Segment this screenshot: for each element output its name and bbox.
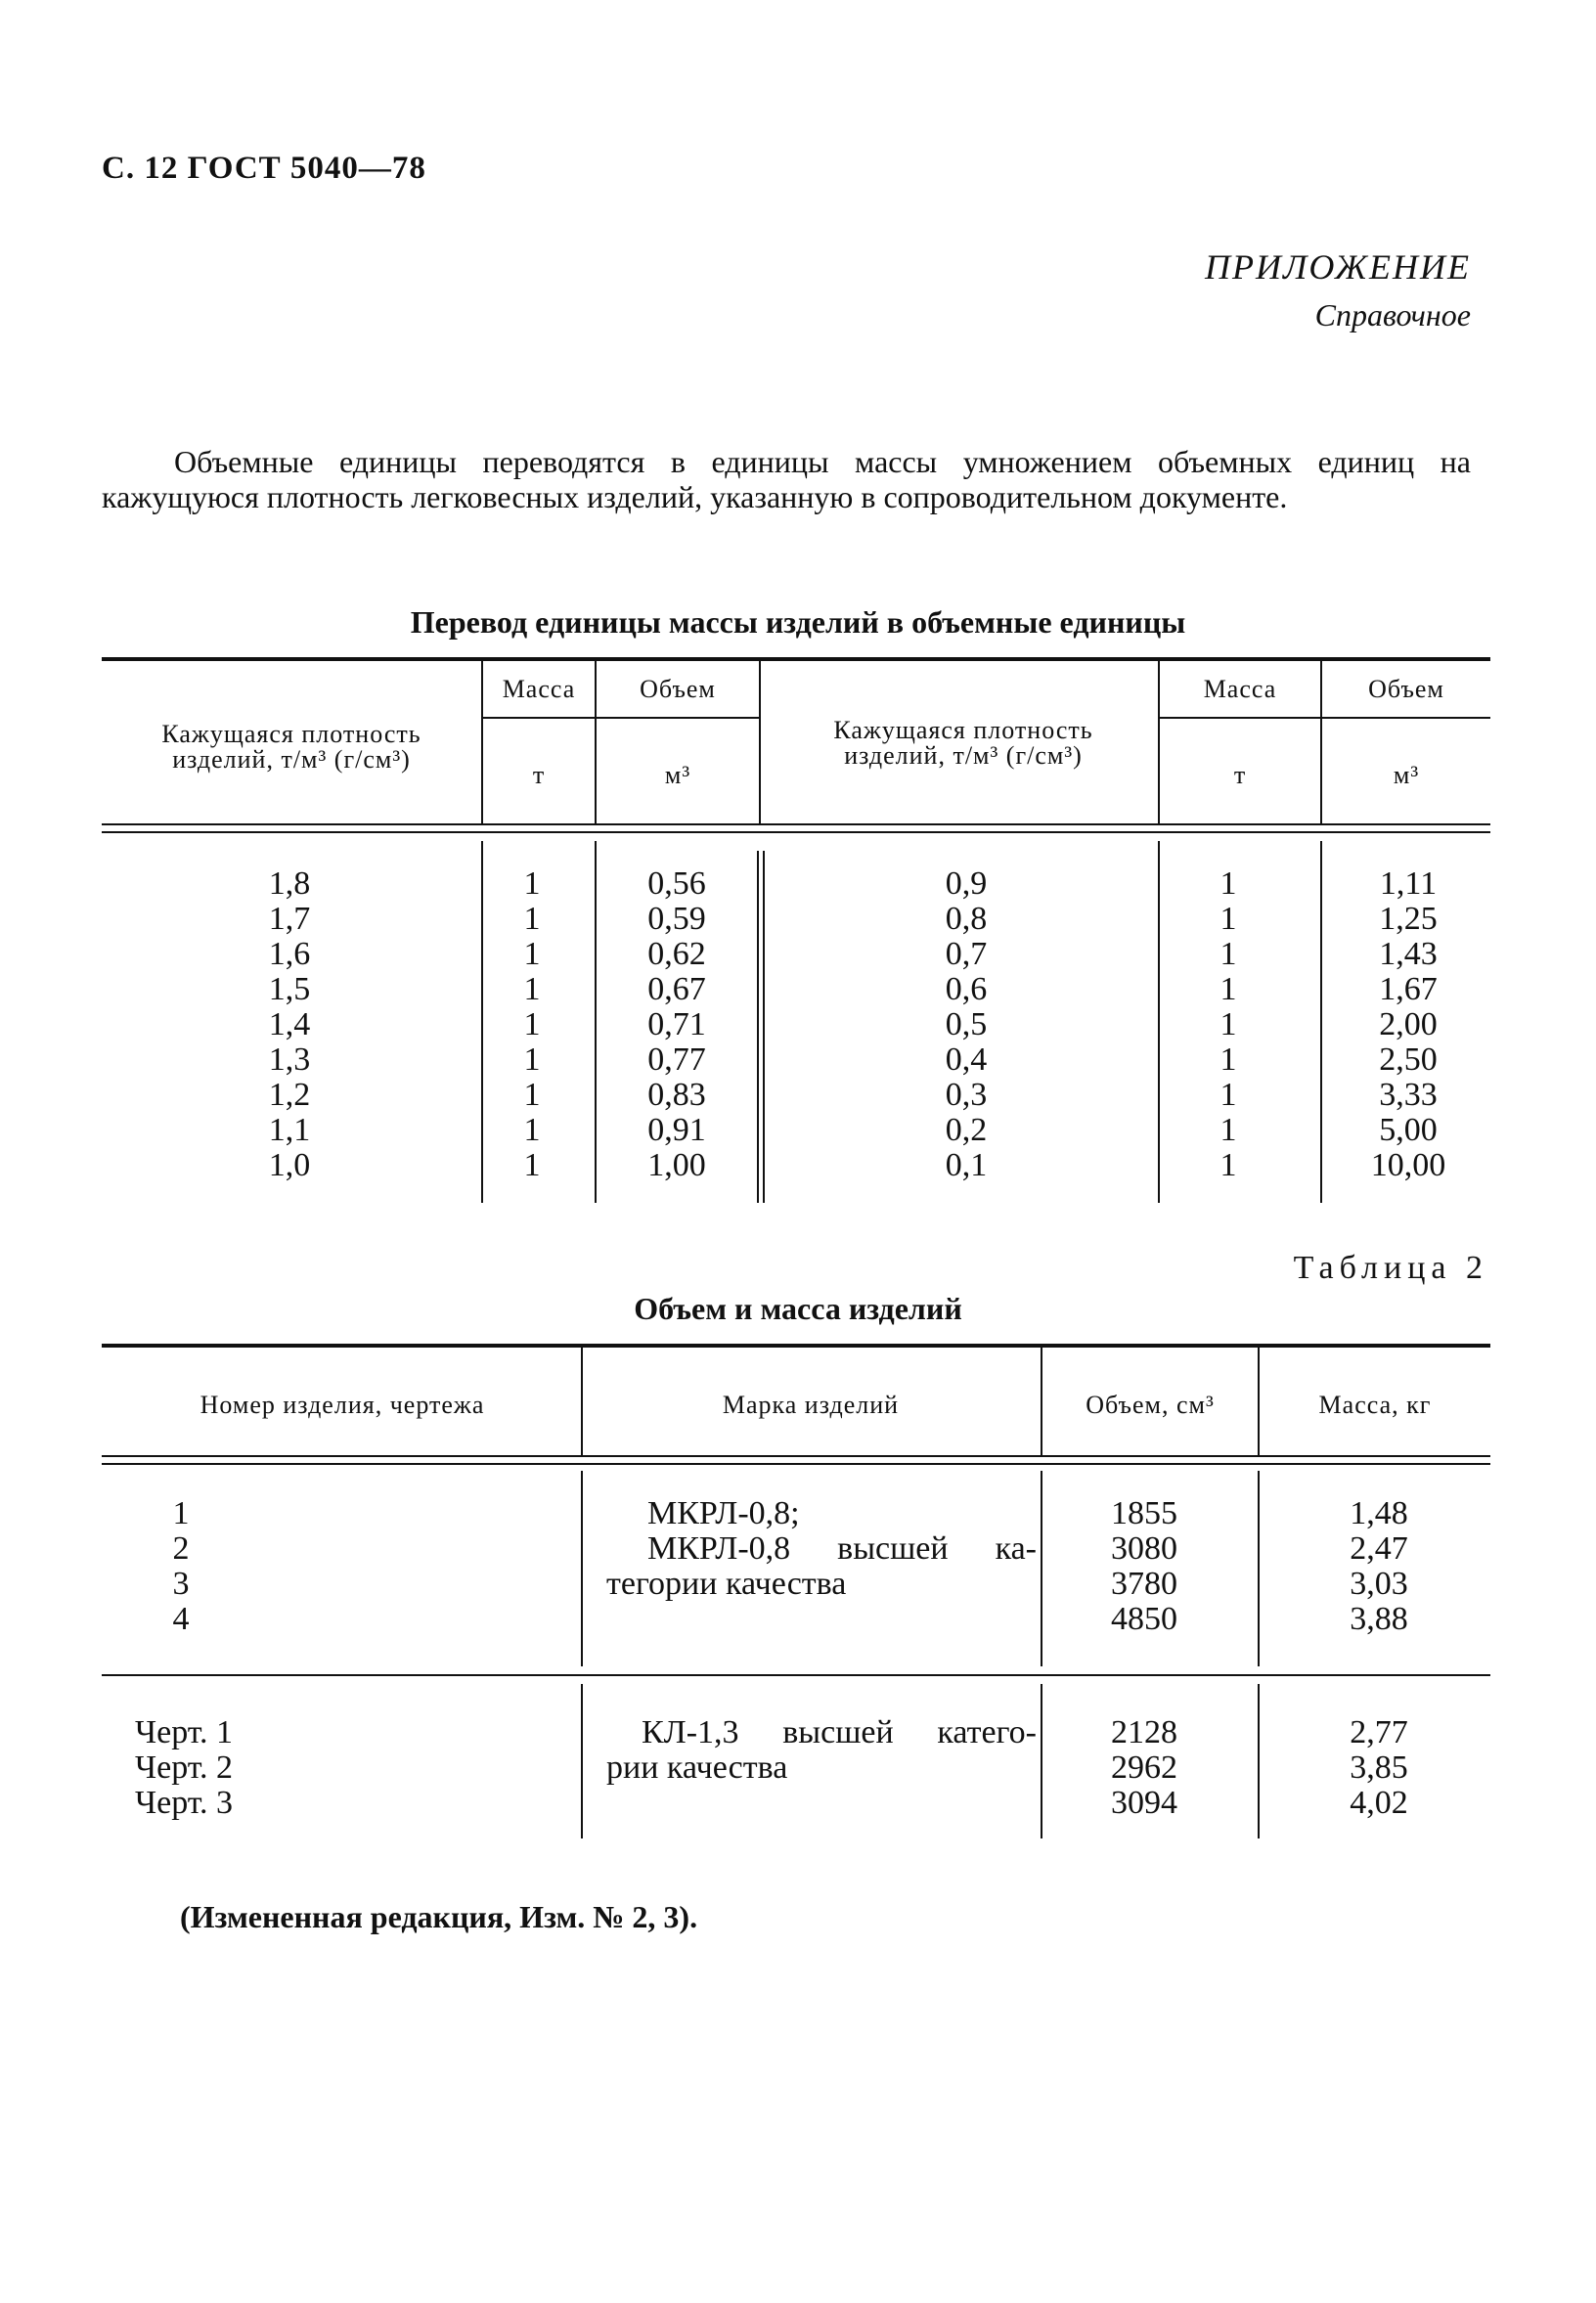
table2-g2-masses	[1310, 1715, 1447, 1821]
table2-g1-numbers-cell: 1	[172, 1495, 190, 1531]
table2-g2-volumes-cell: 2128	[1111, 1714, 1177, 1750]
table2-g1-numbers-cell: 4	[172, 1601, 190, 1637]
table2-g1-volumes-cell: 1855	[1111, 1495, 1177, 1531]
table1-col-mass-left-cell: 1	[523, 936, 541, 972]
table2-vline-g1c	[1258, 1471, 1260, 1666]
table1-header-density-right: Кажущаяся плотность изделий, т/м³ (г/см³)	[833, 716, 1093, 770]
table2-g2-masses-cell: 4,02	[1350, 1785, 1408, 1821]
table1-col-density-left-cell: 1,6	[268, 936, 311, 972]
table1-col-mass-right-cell: 1	[1219, 1006, 1237, 1042]
table2-g1-brand	[606, 1496, 1037, 1602]
table1-col-density-right-cell: 0,7	[945, 936, 988, 972]
table2-g1-masses-cell: 3,03	[1350, 1566, 1408, 1602]
table1-header-volume-unit-left: м³	[664, 761, 691, 789]
table2-vline-g2b	[1041, 1684, 1042, 1838]
intro-paragraph	[102, 444, 1471, 514]
table1-col-mass-left-cell: 1	[523, 971, 541, 1007]
table1-col-density-right-cell: 0,4	[945, 1041, 988, 1078]
table1-title: Перевод единицы массы изделий в объемные единицы	[410, 604, 1186, 640]
table1-col-density-right-cell: 0,9	[945, 865, 988, 902]
table1-col-volume-left-cell: 0,67	[647, 971, 706, 1007]
table1-col-volume-left-cell: 0,56	[647, 865, 706, 902]
table1-col-volume-left-cell: 0,77	[647, 1041, 706, 1078]
table2-g2-volumes-cell: 3094	[1111, 1785, 1177, 1821]
table2-header-brand: Марка изделий	[722, 1391, 900, 1419]
table1-col-mass-left-cell: 1	[523, 901, 541, 937]
table1-col-density-right-cell: 0,2	[945, 1112, 988, 1148]
table1-col-volume-right-cell: 5,00	[1379, 1112, 1438, 1148]
table1-col-volume-left-cell: 0,59	[647, 901, 706, 937]
table2-g1-numbers	[147, 1496, 215, 1637]
table1-col-density-right-cell: 0,6	[945, 971, 988, 1007]
table1-col-mass-right-cell: 1	[1219, 901, 1237, 937]
table1-col-volume-left-cell: 0,83	[647, 1077, 706, 1113]
table2-g2-brand-line: рии качества	[606, 1749, 788, 1786]
table1-col-volume-right-cell: 1,67	[1379, 971, 1438, 1007]
table2-group-rule	[102, 1674, 1490, 1676]
table2-g1-numbers-cell: 3	[172, 1566, 190, 1602]
table1-col-density-left-cell: 1,3	[268, 1041, 311, 1078]
table1-col-mass-left-cell: 1	[523, 1147, 541, 1183]
table1-vline-b3a	[757, 851, 759, 1203]
table1-vline-b2	[595, 841, 597, 1203]
table1-col-mass-right-cell: 1	[1219, 1077, 1237, 1113]
table1-col-mass-right-cell: 1	[1219, 1112, 1237, 1148]
intro-text: Объемные единицы переводятся в единицы массы умножением объемных единиц на кажущуюся плотность легковесных изделий, указанную в сопроводительном документе.	[102, 444, 1471, 514]
table1-col-density-left	[192, 866, 387, 1183]
table2-g2-masses-cell: 2,77	[1350, 1714, 1408, 1750]
table2-g1-masses	[1310, 1496, 1447, 1637]
table1-col-mass-right-cell: 1	[1219, 971, 1237, 1007]
table2-g1-brand-line: тегории качества	[606, 1566, 847, 1602]
table1-col-volume-left-cell: 0,91	[647, 1112, 706, 1148]
table1-col-volume-right-cell: 2,50	[1379, 1041, 1438, 1078]
table1-col-volume-left-cell: 1,00	[647, 1147, 706, 1183]
page-header: С. 12 ГОСТ 5040—78	[102, 151, 426, 186]
table1-col-volume-right-cell: 3,33	[1379, 1077, 1438, 1113]
table2-vline-g2c	[1258, 1684, 1260, 1838]
table1-col-volume-left	[606, 866, 747, 1183]
table1-col-volume-left-cell: 0,71	[647, 1006, 706, 1042]
table2-g2-volumes-cell: 2962	[1111, 1749, 1177, 1786]
table2-g2-brand-line: КЛ-1,3 высшей катего-	[642, 1714, 1037, 1750]
table1-header-volume-unit-right: м³	[1393, 761, 1420, 789]
table2-header-rule-1	[102, 1455, 1490, 1457]
table1-col-density-left-cell: 1,8	[268, 865, 311, 902]
table1-col-volume-right-cell: 1,43	[1379, 936, 1438, 972]
table2-header-number: Номер изделия, чертежа	[200, 1391, 485, 1419]
table2-top-rule	[102, 1344, 1490, 1348]
table1-header-rule-2	[102, 831, 1490, 833]
table1-col-volume-left-cell: 0,62	[647, 936, 706, 972]
table1-col-mass-left-cell: 1	[523, 1006, 541, 1042]
table1-header-rule-1	[102, 823, 1490, 825]
table2-g2-brand	[606, 1715, 1037, 1786]
table2-g1-brand-line: МКРЛ-0,8 высшей ка-	[647, 1530, 1037, 1567]
table2-g1-masses-cell: 2,47	[1350, 1530, 1408, 1567]
table2-g1-volumes-cell: 3780	[1111, 1566, 1177, 1602]
table2-g1-volumes	[1076, 1496, 1213, 1637]
table1-col-density-left-cell: 1,2	[268, 1077, 311, 1113]
table1-header-volume-right: Объем	[1368, 675, 1444, 703]
table1-col-mass-left-cell: 1	[523, 1077, 541, 1113]
table2-vline-g1a	[581, 1471, 583, 1666]
table1-col-density-right-cell: 0,1	[945, 1147, 988, 1183]
table2-vline-g1b	[1041, 1471, 1042, 1666]
table2-g2-numbers-cell: Черт. 3	[135, 1785, 234, 1821]
table1-col-density-right-cell: 0,3	[945, 1077, 988, 1113]
table1-col-volume-right-cell: 1,11	[1379, 865, 1438, 902]
table1-col-volume-right-cell: 10,00	[1370, 1147, 1446, 1183]
table1-col-density-left-cell: 1,5	[268, 971, 311, 1007]
table2-title: Объем и масса изделий	[634, 1291, 962, 1326]
table2-g1-masses-cell: 1,48	[1350, 1495, 1408, 1531]
table1-col-mass-right	[1160, 866, 1297, 1183]
table2-g1-volumes-cell: 4850	[1111, 1601, 1177, 1637]
table2-g2-numbers-cell: Черт. 2	[135, 1749, 234, 1786]
table2-header-mass: Масса, кг	[1318, 1391, 1432, 1419]
table1-header-mass-unit-left: т	[532, 761, 546, 789]
table1-subheader-rule-right	[1160, 717, 1490, 719]
table2-g2-numbers	[135, 1715, 331, 1821]
table1-col-volume-right-cell: 1,25	[1379, 901, 1438, 937]
table1-col-mass-right-cell: 1	[1219, 1041, 1237, 1078]
table1-col-density-left-cell: 1,1	[268, 1112, 311, 1148]
appendix-title: ПРИЛОЖЕНИЕ	[1205, 247, 1471, 287]
table1-col-density-left-cell: 1,4	[268, 1006, 311, 1042]
table1-col-mass-left	[483, 866, 581, 1183]
table1-col-density-right	[868, 866, 1064, 1183]
table2-g1-numbers-cell: 2	[172, 1530, 190, 1567]
table2-g2-masses-cell: 3,85	[1350, 1749, 1408, 1786]
appendix-subtitle: Справочное	[1314, 297, 1471, 332]
table2-vline-g2a	[581, 1684, 583, 1838]
table1-header-mass-right: Масса	[1203, 675, 1277, 703]
table2-g2-volumes	[1076, 1715, 1213, 1821]
table1-col-volume-right-cell: 2,00	[1379, 1006, 1438, 1042]
table2-label: Таблица 2	[1293, 1250, 1488, 1286]
table1-col-mass-right-cell: 1	[1219, 936, 1237, 972]
table1-col-mass-right-cell: 1	[1219, 1147, 1237, 1183]
table2-g1-volumes-cell: 3080	[1111, 1530, 1177, 1567]
table2-g1-brand-line: МКРЛ-0,8;	[647, 1495, 800, 1531]
table1-col-mass-right-cell: 1	[1219, 865, 1237, 902]
table2-header-volume: Объем, см³	[1086, 1391, 1215, 1419]
table1-col-density-left-cell: 1,7	[268, 901, 311, 937]
table1-header-mass-left: Масса	[502, 675, 576, 703]
table2-g2-numbers-cell: Черт. 1	[135, 1714, 234, 1750]
table2-g1-masses-cell: 3,88	[1350, 1601, 1408, 1637]
table1-col-mass-left-cell: 1	[523, 865, 541, 902]
table1-top-rule	[102, 657, 1490, 661]
table1-col-volume-right	[1322, 866, 1494, 1183]
table1-col-density-right-cell: 0,8	[945, 901, 988, 937]
table1-col-density-left-cell: 1,0	[268, 1147, 311, 1183]
table1-header-volume-left: Объем	[640, 675, 716, 703]
table1-col-mass-left-cell: 1	[523, 1112, 541, 1148]
table1-col-density-right-cell: 0,5	[945, 1006, 988, 1042]
table2-header-rule-2	[102, 1463, 1490, 1465]
table1-header-mass-unit-right: т	[1233, 761, 1247, 789]
table1-header-density-left: Кажущаяся плотность изделий, т/м³ (г/см³)	[161, 720, 421, 774]
table1-vline-b3b	[763, 851, 765, 1203]
amendment-note: (Измененная редакция, Изм. № 2, 3).	[180, 1899, 698, 1934]
table1-col-mass-left-cell: 1	[523, 1041, 541, 1078]
table1-subheader-rule-left	[483, 717, 759, 719]
table1-vline-h3	[759, 661, 761, 823]
